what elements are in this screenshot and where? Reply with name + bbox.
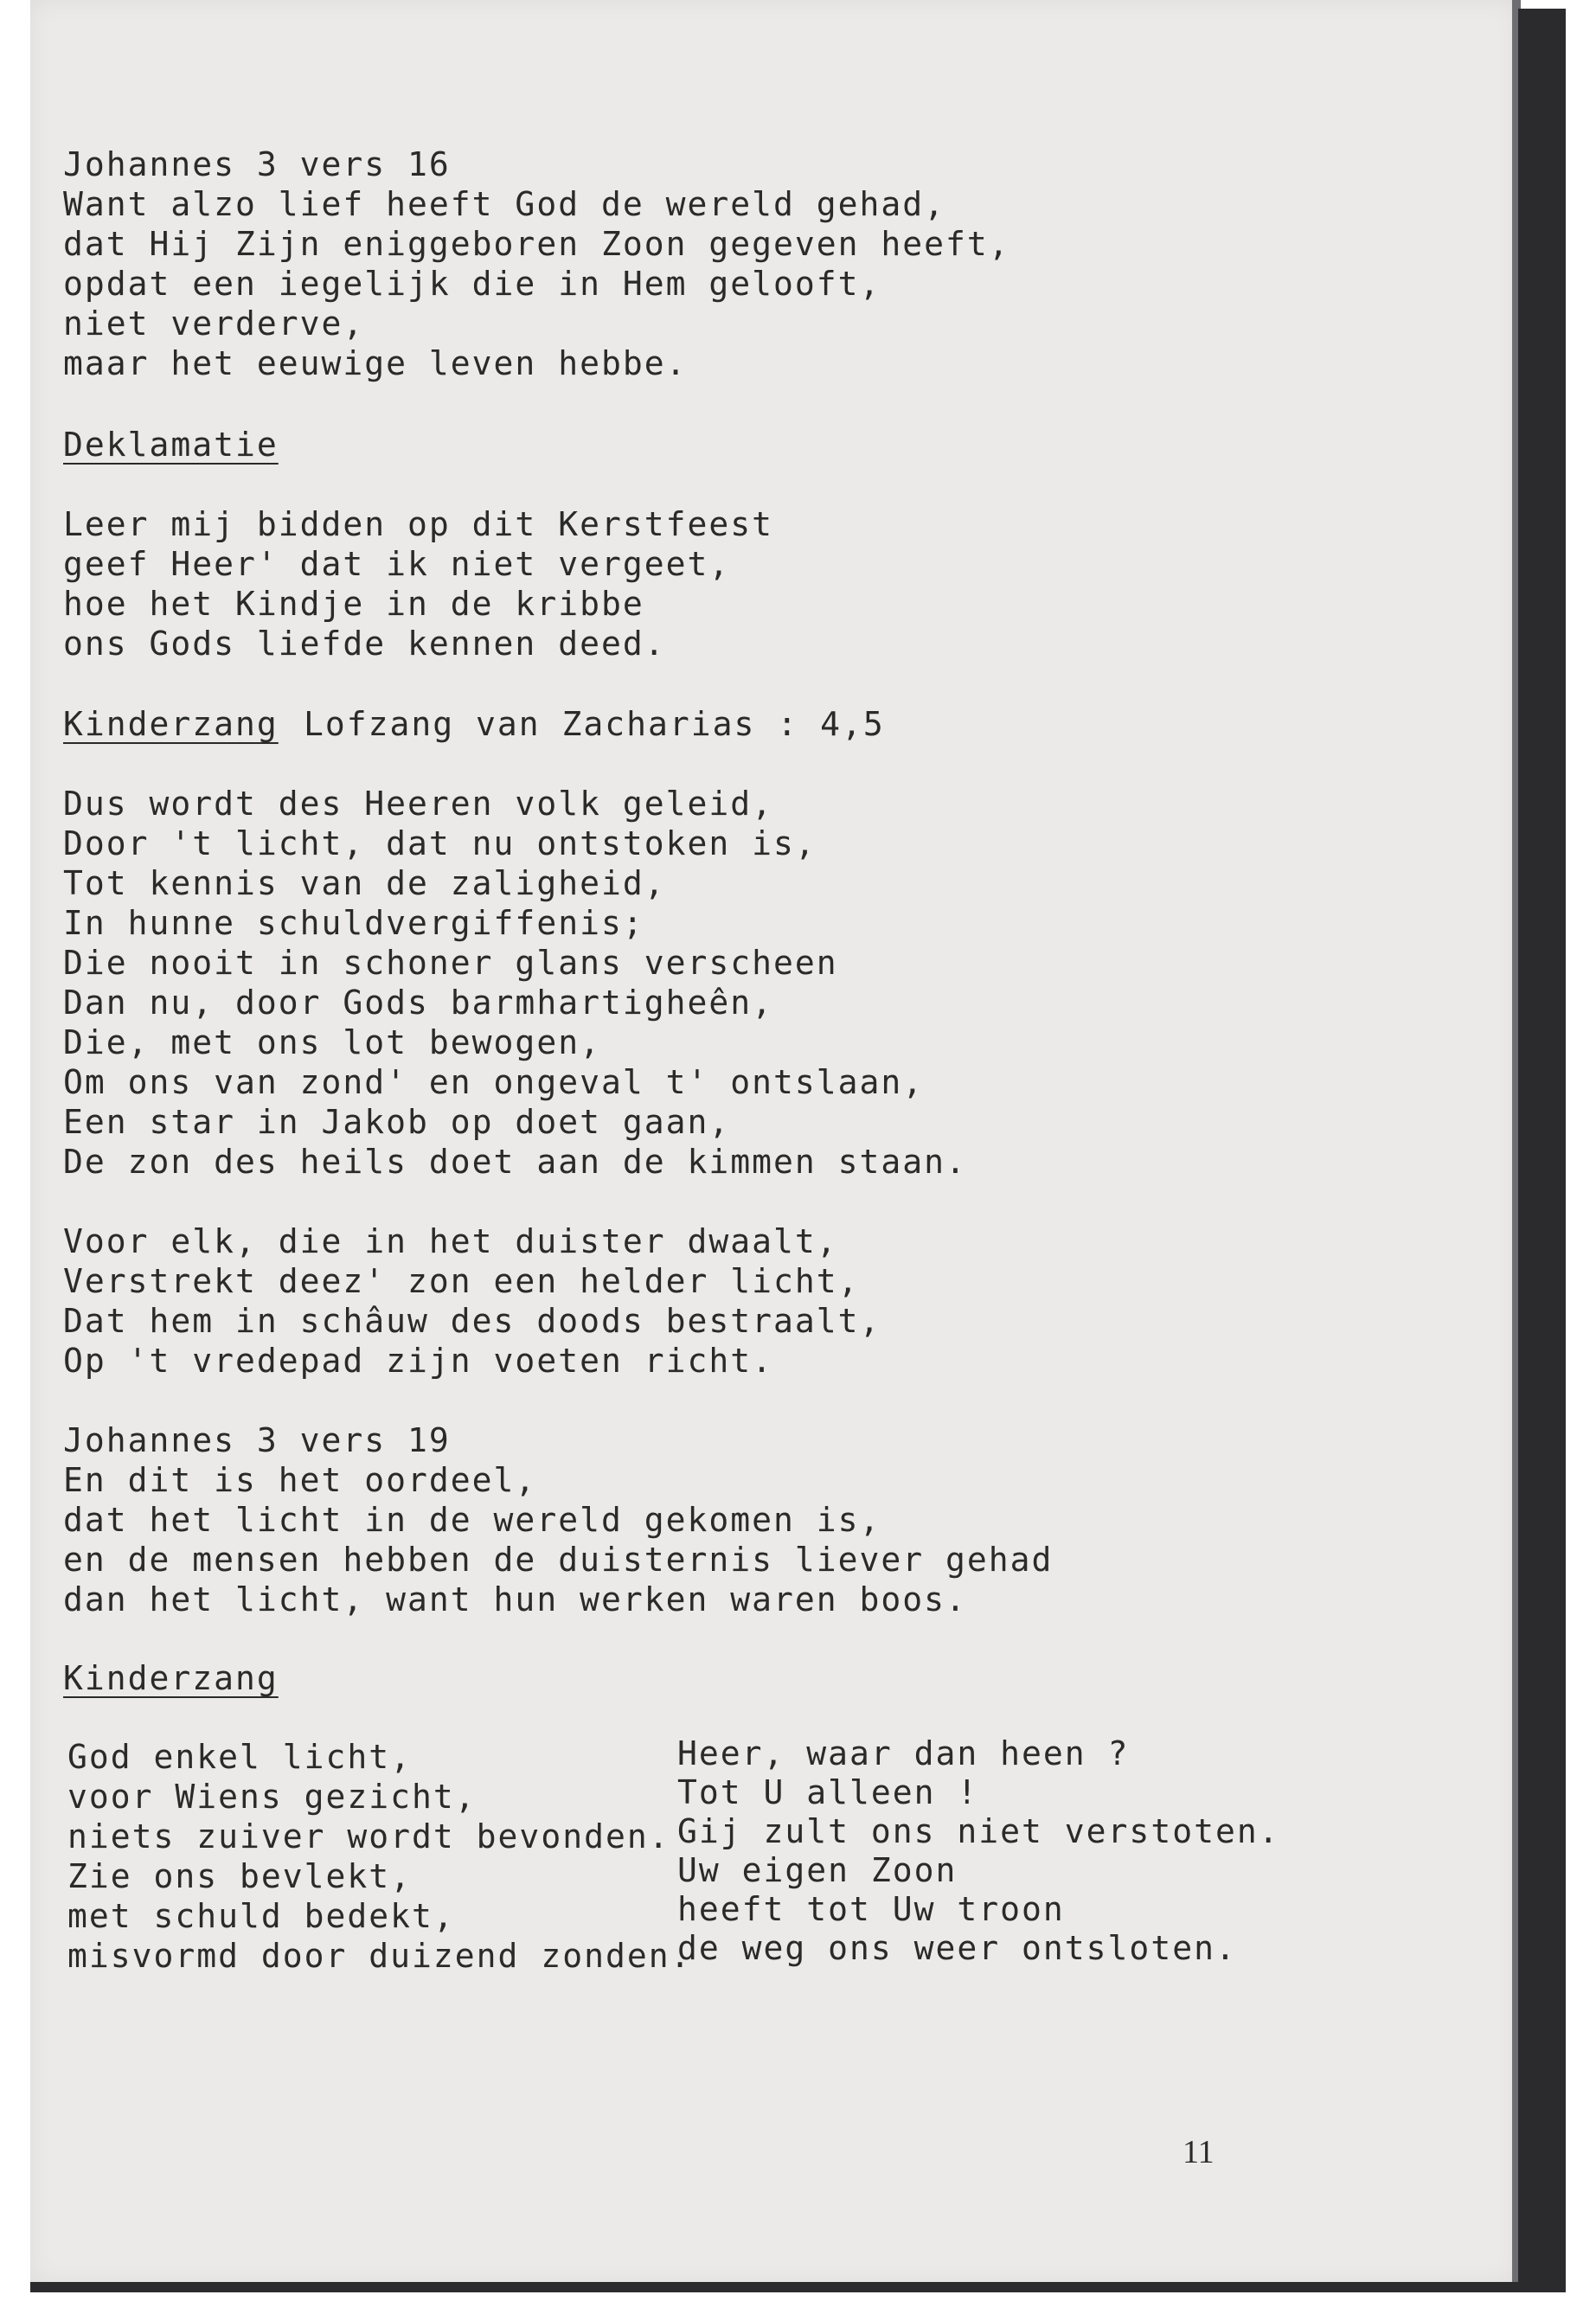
scripture-line: dat het licht in de wereld gekomen is, [63, 1501, 881, 1539]
scripture-reference: Johannes 3 vers 16 [63, 145, 451, 183]
poem-line: hoe het Kindje in de kribbe [63, 585, 644, 623]
song-title: Lofzang van Zacharias : 4,5 [304, 705, 885, 743]
song-line-left: niets zuiver wordt bevonden. [67, 1817, 670, 1856]
song-line: Dus wordt des Heeren volk geleid, [63, 785, 773, 823]
song-line: De zon des heils doet aan de kimmen staan. [63, 1143, 967, 1181]
song-line: In hunne schuldvergiffenis; [63, 904, 644, 942]
song-line: Door 't licht, dat nu ontstoken is, [63, 824, 817, 862]
section-heading-deklamatie: Deklamatie [63, 426, 279, 464]
song-line-left: misvormd door duizend zonden. [67, 1937, 692, 1975]
scripture-line: dan het licht, want hun werken waren boos. [63, 1580, 967, 1618]
binder-edge [1518, 9, 1566, 2292]
song-line-left: God enkel licht, [67, 1738, 413, 1776]
song-line: Om ons van zond' en ongeval t' ontslaan, [63, 1063, 925, 1101]
song-line-left: met schuld bedekt, [67, 1897, 455, 1935]
song-line: Dan nu, door Gods barmhartigheên, [63, 984, 773, 1022]
song-line: Verstrekt deez' zon een helder licht, [63, 1262, 860, 1300]
section-heading-kinderzang: Kinderzang [63, 705, 279, 743]
song-line-right: heeft tot Uw troon [677, 1890, 1065, 1928]
song-line: Dat hem in schâuw des doods bestraalt, [63, 1302, 881, 1340]
song-line-left: voor Wiens gezicht, [67, 1778, 477, 1816]
scripture-line: Want alzo lief heeft God de wereld gehad, [63, 185, 945, 223]
section-heading-kinderzang: Kinderzang [63, 1659, 279, 1697]
page-number: 11 [1183, 2134, 1215, 2170]
song-line: Die nooit in schoner glans verscheen [63, 944, 838, 982]
scripture-line: maar het eeuwige leven hebbe. [63, 344, 688, 382]
song-line: Voor elk, die in het duister dwaalt, [63, 1222, 838, 1260]
poem-line: geef Heer' dat ik niet vergeet, [63, 545, 731, 583]
poem-line: ons Gods liefde kennen deed. [63, 625, 666, 663]
scripture-line: opdat een iegelijk die in Hem gelooft, [63, 265, 881, 303]
song-line-right: de weg ons weer ontsloten. [677, 1929, 1237, 1967]
song-line: Een star in Jakob op doet gaan, [63, 1103, 731, 1141]
scripture-reference: Johannes 3 vers 19 [63, 1421, 451, 1459]
page-content [63, 0, 1482, 2284]
song-line-right: Uw eigen Zoon [677, 1851, 958, 1889]
song-line-right: Heer, waar dan heen ? [677, 1734, 1130, 1772]
song-line-right: Tot U alleen ! [677, 1773, 979, 1811]
scripture-line: dat Hij Zijn eniggeboren Zoon gegeven heeft, [63, 225, 1010, 263]
poem-line: Leer mij bidden op dit Kerstfeest [63, 505, 773, 543]
song-line: Die, met ons lot bewogen, [63, 1023, 601, 1061]
song-line-left: Zie ons bevlekt, [67, 1857, 413, 1895]
song-line-right: Gij zult ons niet verstoten. [677, 1812, 1280, 1850]
scripture-line: En dit is het oordeel, [63, 1461, 537, 1499]
scripture-line: niet verderve, [63, 304, 365, 343]
song-line: Op 't vredepad zijn voeten richt. [63, 1342, 773, 1380]
song-line: Tot kennis van de zaligheid, [63, 864, 666, 902]
scripture-line: en de mensen hebben de duisternis liever gehad [63, 1541, 1054, 1579]
